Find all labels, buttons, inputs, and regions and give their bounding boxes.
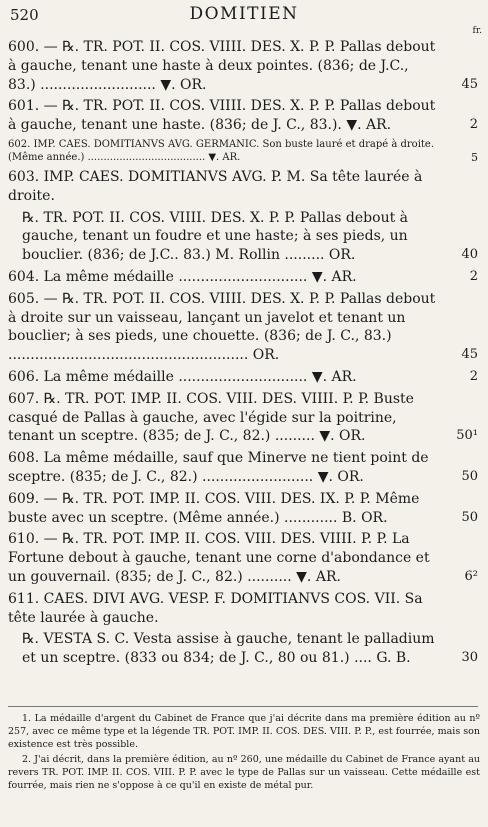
entry-text: 611. CAES. DIVI AVG. VESP. F. DOMITIANVS COS. VII. Sa tête laurée à gauche. — [8, 590, 423, 626]
entry-value: 30 — [461, 650, 478, 666]
catalog-entries — [8, 38, 478, 671]
entry-value: 45 — [461, 347, 478, 363]
entry-text: 607. ℞. TR. POT. IMP. II. COS. VIII. DES. VIIII. P. P. Buste casqué de Pallas à gauche, avec l'égide sur la poitrine, tenant un sceptre. (835; de J. C., 82.) ......... ▼. OR. — [8, 390, 414, 445]
catalog-entry — [8, 290, 478, 365]
entry-text: ℞. TR. POT. II. COS. VIIII. DES. X. P. P. Pallas debout à gauche, tenant un foudre et une haste; à ses pieds, un bouclier. (836; de J.C.. 83.) M. Rollin ......... OR. — [22, 209, 409, 264]
entry-value: 50¹ — [456, 428, 478, 444]
entry-text: 603. IMP. CAES. DOMITIANVS AVG. P. M. Sa tête laurée à droite. — [8, 168, 423, 204]
catalog-entry — [8, 530, 478, 586]
entry-value: 50 — [461, 509, 478, 525]
footnotes — [8, 712, 480, 794]
catalog-entry — [8, 368, 478, 387]
entry-text: 606. La même médaille ............................. ▼. AR. — [8, 368, 357, 385]
entry-text: 605. — ℞. TR. POT. II. COS. VIIII. DES. X. P. P. Pallas debout à droite sur un vaisseau, lançant un javelot et tenant un bouclier; à ses pieds, une chouette. (836; de J. C., 83.) ...................................................... OR. — [8, 290, 436, 364]
entry-value: 50 — [461, 468, 478, 484]
entry-value: 2 — [469, 117, 478, 133]
entry-value: 45 — [461, 76, 478, 92]
footnote: 2. J'ai décrit, dans la première édition, au nº 260, une médaille du Cabinet de France ayant au revers TR. POT. IMP. II. COS. VIII. P. P. avec le type de Pallas sur un vaisseau. Cette médaille est fourrée, mais rien ne s'oppose à ce qu'il en existe de métal pur. — [8, 754, 480, 791]
page-title: DOMITIEN — [189, 4, 299, 24]
catalog-entry — [8, 449, 478, 487]
entry-text: ℞. VESTA S. C. Vesta assise à gauche, tenant le palladium et un sceptre. (833 ou 834; de J. C., 80 ou 81.) .... G. B. — [22, 631, 435, 667]
value-column-unit: fr. — [472, 26, 482, 36]
catalog-entry — [8, 268, 478, 287]
entry-text: 608. La même médaille, sauf que Minerve ne tient point de sceptre. (835; de J. C., 82.) ......................... ▼. OR. — [8, 450, 429, 485]
catalog-entry — [8, 38, 478, 94]
catalog-entry — [8, 168, 438, 206]
entry-value: 2 — [469, 268, 478, 284]
entry-text: 609. — ℞. TR. POT. IMP. II. COS. VIII. DES. IX. P. P. Même buste avec un sceptre. (Même année.) ............ B. OR. — [8, 490, 420, 526]
entry-text: 610. — ℞. TR. POT. IMP. II. COS. VIII. DES. VIIII. P. P. La Fortune debout à gauche, tenant une corne d'abondance et un gouvernail. (835; de J. C., 82.) .......... ▼. AR. — [8, 531, 430, 585]
footnote: 1. La médaille d'argent du Cabinet de France que j'ai décrite dans ma première édition au nº 257, avec ce même type et la légende TR. POT. IMP. II. COS. DES. VIII. P. P., est fourrée, mais son existence est très possible. — [8, 713, 480, 750]
catalog-entry — [8, 138, 478, 165]
entry-text: 602. IMP. CAES. DOMITIANVS AVG. GERMANIC. Son buste lauré et drapé à droite. (Même année.) ..................................... ▼. AR. — [8, 138, 435, 164]
catalog-entry — [8, 390, 478, 446]
entry-value: 5 — [471, 151, 478, 165]
footnote-divider — [8, 706, 478, 707]
entry-text: 601. — ℞. TR. POT. II. COS. VIIII. DES. X. P. P. Pallas debout à gauche, tenant une haste. (836; de J. C., 83.). ▼. AR. — [8, 98, 436, 134]
catalog-entry — [8, 590, 438, 628]
entry-text: 600. — ℞. TR. POT. II. COS. VIIII. DES. X. P. P. Pallas debout à gauche, tenant une haste à deux pointes. (836; de J.C., 83.) .......................... ▼. OR. — [8, 39, 436, 93]
catalog-entry — [8, 97, 478, 135]
catalog-entry-reverse — [8, 630, 478, 668]
catalog-entry-reverse — [8, 209, 478, 265]
entry-value: 6² — [464, 568, 478, 584]
page-number: 520 — [10, 6, 39, 24]
entry-value: 2 — [469, 368, 478, 384]
entry-text: 604. La même médaille ............................. ▼. AR. — [8, 268, 357, 285]
catalog-entry — [8, 490, 478, 528]
page-header — [0, 4, 488, 28]
entry-value: 40 — [461, 247, 478, 263]
